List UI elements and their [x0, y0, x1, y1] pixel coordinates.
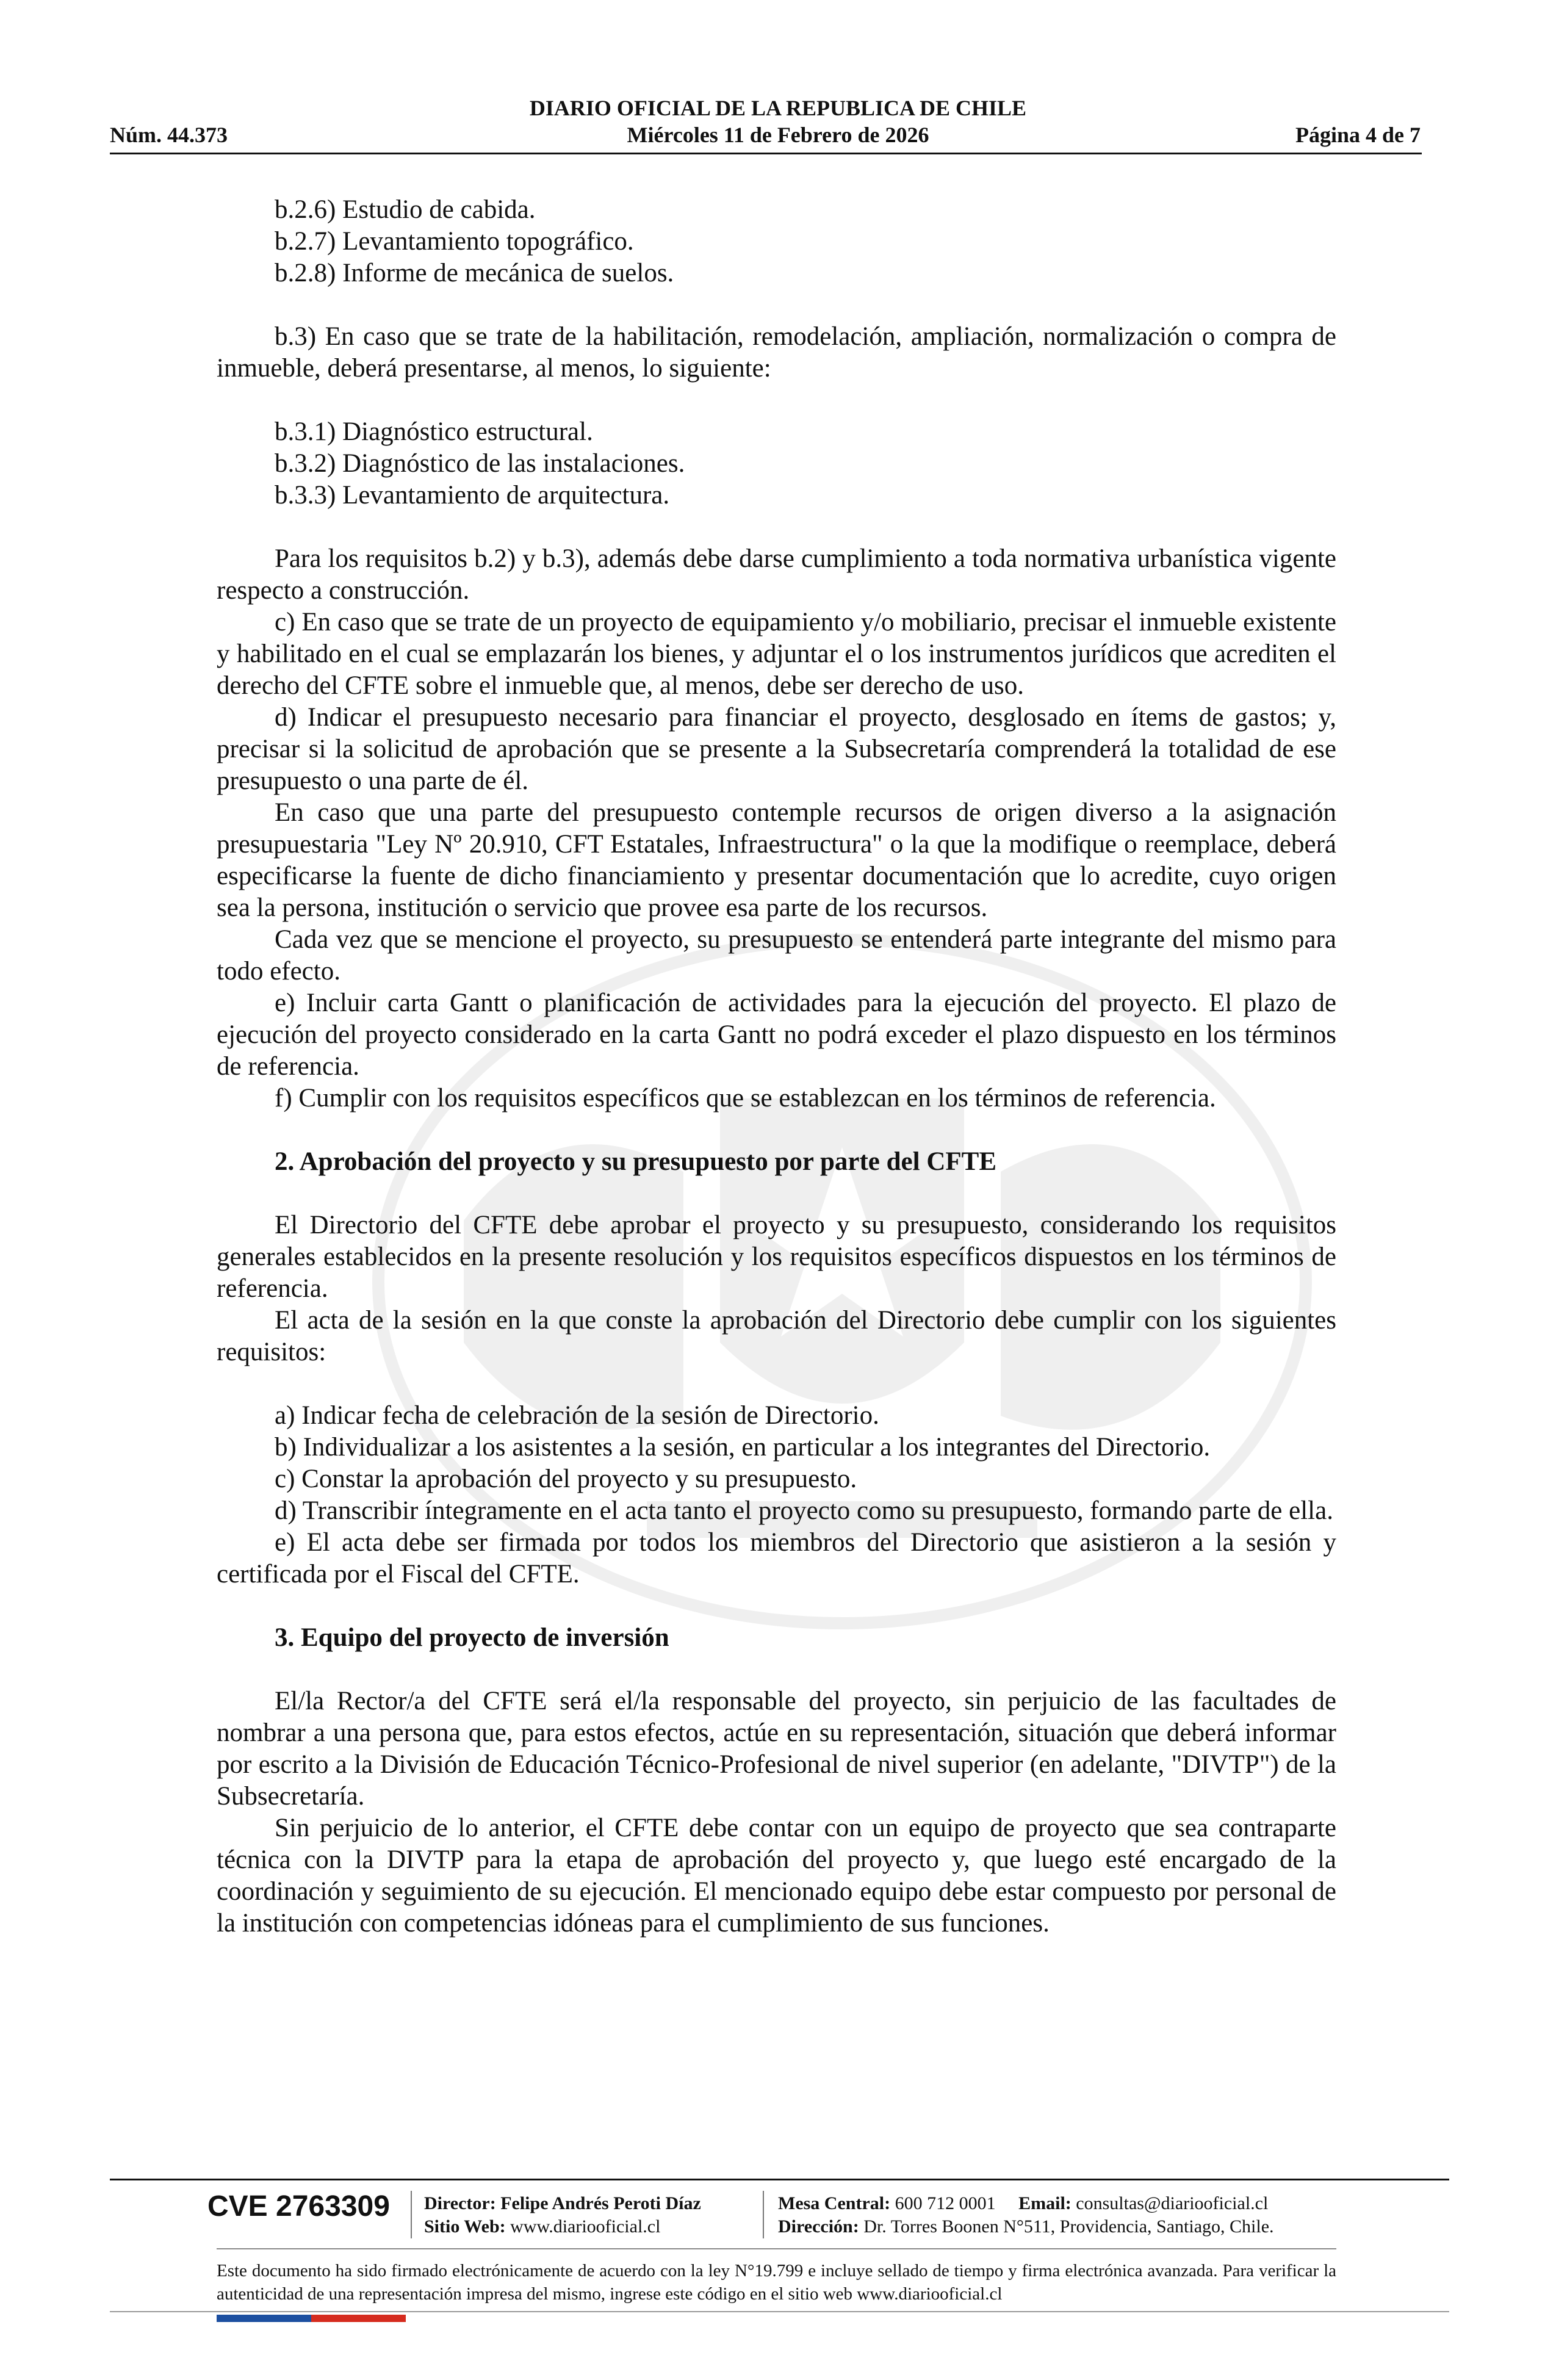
- item-e: e) Incluir carta Gantt o planificación de actividades para la ejecución del proyecto. El plazo de ejecución del proyecto considerado en la carta Gantt no podrá exceder el plazo dispuesto en los términos de referencia.: [217, 989, 1336, 1081]
- footer-address: [778, 2215, 1274, 2238]
- paragraph-requisitos: Para los requisitos b.2) y b.3), además debe darse cumplimiento a toda normativa urbanística vigente respecto a construcción.: [217, 544, 1336, 605]
- item-b-2-8: b.2.8) Informe de mecánica de suelos.: [275, 259, 674, 287]
- paragraph-cada-vez: Cada vez que se mencione el proyecto, su presupuesto se entenderá parte integrante del mismo para todo efecto.: [217, 925, 1336, 986]
- acta-item-c: c) Constar la aprobación del proyecto y su presupuesto.: [275, 1465, 857, 1493]
- acta-item-a: a) Indicar fecha de celebración de la sesión de Directorio.: [275, 1401, 879, 1430]
- document-body: [217, 194, 1336, 1939]
- paragraph-directorio: El Directorio del CFTE debe aprobar el proyecto y su presupuesto, considerando los requisitos generales establecidos en la presente resolución y los requisitos específicos dispuestos en los términos de referencia.: [217, 1211, 1336, 1303]
- item-b-3-1: b.3.1) Diagnóstico estructural.: [275, 417, 593, 446]
- acta-item-d: d) Transcribir íntegramente en el acta tanto el proyecto como su presupuesto, formando parte de ella.: [275, 1496, 1333, 1525]
- item-b-3-2: b.3.2) Diagnóstico de las instalaciones.: [275, 449, 685, 478]
- email-label: Email:: [1018, 2193, 1072, 2213]
- paragraph-presupuesto: En caso que una parte del presupuesto contemple recursos de origen diverso a la asignación presupuestaria "Ley Nº 20.910, CFT Estatales, Infraestructura" o la que la modifique o reemplace, deberá especificarse la fuente de dicho financiamiento y presentar documentación que lo acredite, cuyo origen sea la persona, institución o servicio que provee esa parte de los recursos.: [217, 798, 1336, 922]
- issue-number: Núm. 44.373: [110, 123, 228, 147]
- mesa-label: Mesa Central:: [778, 2193, 891, 2213]
- item-b-2-6: b.2.6) Estudio de cabida.: [275, 195, 536, 224]
- email-link[interactable]: consultas@diariooficial.cl: [1076, 2193, 1269, 2213]
- legal-notice: Este documento ha sido firmado electrónicamente de acuerdo con la ley N°19.799 e incluye sellado de tiempo y firma electrónica avanzada. Para verificar la autenticidad de una representación impresa del mismo, ingrese este código en el sitio web www.diariooficial.cl: [217, 2261, 1336, 2304]
- director-label: Director:: [424, 2193, 496, 2213]
- issue-date: Miércoles 11 de Febrero de 2026: [627, 123, 929, 147]
- address-value: Dr. Torres Boonen N°511, Providencia, Santiago, Chile.: [863, 2216, 1274, 2237]
- item-b-3: b.3) En caso que se trate de la habilitación, remodelación, ampliación, normalización o compra de inmueble, deberá presentarse, al menos, lo siguiente:: [217, 322, 1336, 383]
- item-b-3-3: b.3.3) Levantamiento de arquitectura.: [275, 481, 670, 510]
- footer-website: [424, 2215, 660, 2238]
- header-rule: [110, 153, 1422, 154]
- section-heading-2: 2. Aprobación del proyecto y su presupuesto por parte del CFTE: [275, 1147, 997, 1176]
- footer-divider: [763, 2191, 764, 2238]
- footer-mesa-email: [778, 2192, 1268, 2215]
- flag-stripe-red: [311, 2315, 406, 2322]
- paragraph-acta: El acta de la sesión en la que conste la aprobación del Directorio debe cumplir con los siguientes requisitos:: [217, 1306, 1336, 1366]
- address-label: Dirección:: [778, 2216, 859, 2237]
- website-link[interactable]: www.diariooficial.cl: [510, 2216, 661, 2237]
- flag-stripe-blue: [217, 2315, 311, 2322]
- director-name: Felipe Andrés Peroti Díaz: [500, 2193, 701, 2213]
- paragraph-equipo: Sin perjuicio de lo anterior, el CFTE debe contar con un equipo de proyecto que sea contraparte técnica con la DIVTP para la etapa de aprobación del proyecto y, que luego esté encargado de la coordinación y seguimiento de su ejecución. El mencionado equipo debe estar compuesto por personal de la institución con competencias idóneas para el cumplimiento de sus funciones.: [217, 1814, 1336, 1938]
- item-f: f) Cumplir con los requisitos específicos que se establezcan en los términos de referencia.: [275, 1084, 1216, 1112]
- item-c: c) En caso que se trate de un proyecto de equipamiento y/o mobiliario, precisar el inmueble existente y habilitado en el cual se emplazarán los bienes, y adjuntar el o los instrumentos jurídicos que acrediten el derecho del CFTE sobre el inmueble que, al menos, debe ser derecho de uso.: [217, 608, 1336, 700]
- paragraph-rector: El/la Rector/a del CFTE será el/la responsable del proyecto, sin perjuicio de las facultades de nombrar a una persona que, para estos efectos, actúe en su representación, situación que deberá informar por escrito a la División de Educación Técnico-Profesional de nivel superior (en adelante, "DIVTP") de la Subsecretaría.: [217, 1687, 1336, 1811]
- item-b-2-7: b.2.7) Levantamiento topográfico.: [275, 227, 634, 256]
- acta-item-e: e) El acta debe ser firmada por todos los miembros del Directorio que asistieron a la sesión y certificada por el Fiscal del CFTE.: [217, 1528, 1336, 1588]
- footer-director: [424, 2192, 701, 2215]
- footer-rule: [110, 2179, 1449, 2180]
- section-heading-3: 3. Equipo del proyecto de inversión: [275, 1623, 669, 1652]
- item-d: d) Indicar el presupuesto necesario para financiar el proyecto, desglosado en ítems de gastos; y, precisar si la solicitud de aprobación que se presente a la Subsecretaría comprenderá la totalidad de ese presupuesto o una parte de él.: [217, 703, 1336, 795]
- newspaper-title: DIARIO OFICIAL DE LA REPUBLICA DE CHILE: [529, 96, 1027, 120]
- footer-divider: [411, 2191, 412, 2238]
- page-number: Página 4 de 7: [1295, 123, 1421, 147]
- mesa-phone: 600 712 0001: [895, 2193, 996, 2213]
- footer-rule-thin: [217, 2248, 1336, 2249]
- acta-item-b: b) Individualizar a los asistentes a la sesión, en particular a los integrantes del Directorio.: [275, 1433, 1211, 1462]
- footer-rule-bottom: [110, 2311, 1449, 2312]
- website-label: Sitio Web:: [424, 2216, 506, 2237]
- cve-code: CVE 2763309: [207, 2190, 390, 2223]
